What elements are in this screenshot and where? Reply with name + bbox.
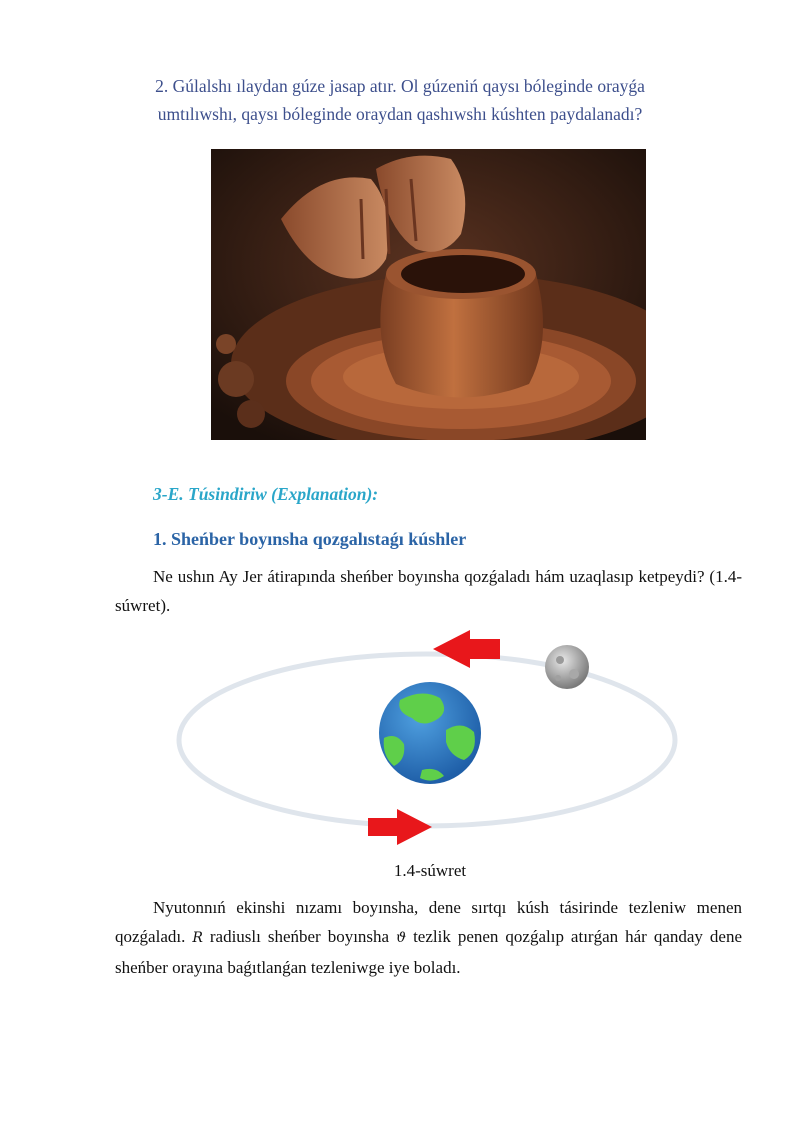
arrow-right-icon <box>368 809 432 845</box>
paragraph-newton <box>115 893 742 982</box>
paragraph-question: Ne ushın Ay Jer átirapında sheńber boyınsha qozǵaladı hám uzaqlasıp ketpeydi? (1.4-súwret). <box>115 567 742 615</box>
moon-icon <box>545 645 589 689</box>
subsection-title: 1. Sheńber boyınsha qozgalıstaǵı kúshler <box>153 529 467 549</box>
paragraph-part1: Nyutonnıń ekinshi nızamı boyınsha, dene sırtqı kúsh tásirinde tezleniw menen qozǵaladı. <box>115 898 742 946</box>
paragraph-part2: radiuslı sheńber boyınsha <box>202 927 397 946</box>
arrow-left-icon <box>433 630 500 668</box>
earth-icon <box>379 682 481 784</box>
section-heading: 3-E. Túsindiriw (Explanation): <box>153 484 379 504</box>
pottery-photo <box>211 149 646 440</box>
velocity-symbol: ϑ <box>396 930 407 946</box>
potter-illustration <box>211 149 646 440</box>
radius-symbol: R <box>192 930 203 946</box>
figure-caption: 1.4-súwret <box>393 861 467 880</box>
orbit-figure <box>160 620 690 850</box>
question-text: 2. Gúlalshı ılaydan gúze jasap atır. Ol gúzeniń qaysı bóleginde orayǵa umtılıwshı, qaysı bóleginde oraydan qashıwshı kúshten paydalanadı? <box>155 76 645 124</box>
paragraph-part3: tezlik penen qozǵalıp atırǵan hár qanday dene sheńber orayına baǵıtlanǵan tezleniwge iye boladı. <box>115 927 742 977</box>
